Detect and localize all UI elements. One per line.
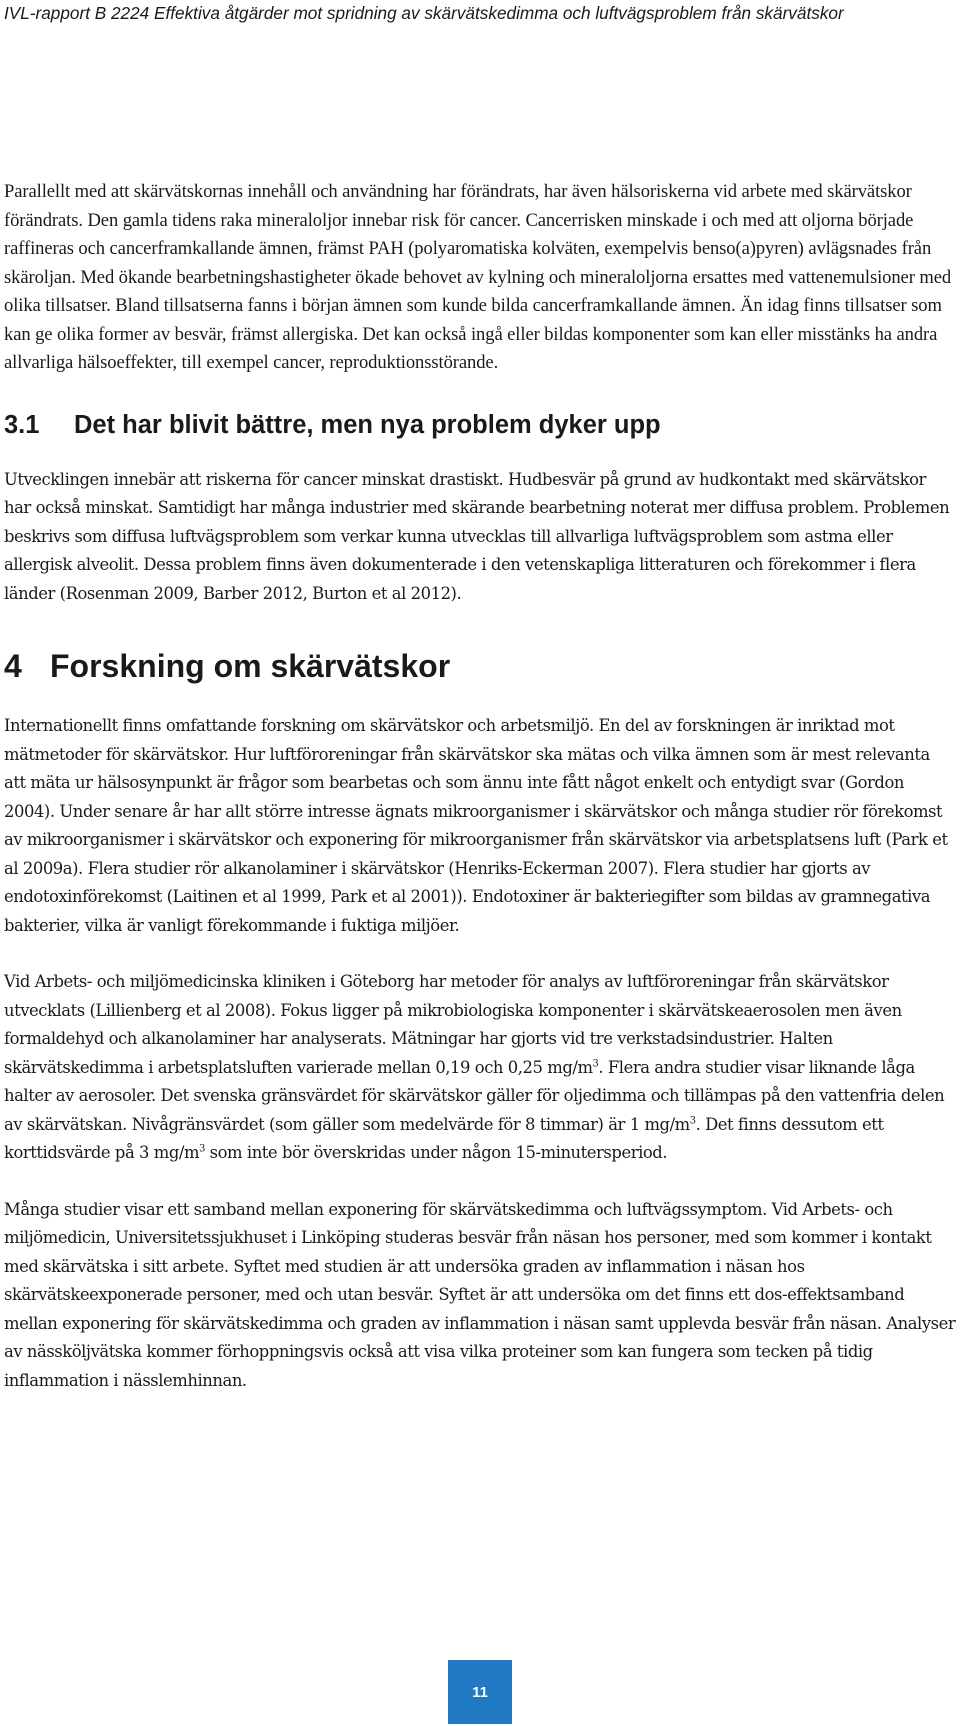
paragraph-2-part-b: . Flera andra studier visar liknande låga halter av aerosoler. Det svenska gränsvärdet för skärvätskor gäller för oljedimma och tillämpas på den vattenfria delen av skärvätskan. Nivågränsvärdet (som gäller som medelvärde för 8 timmar) är 1 mg/m (4, 1057, 945, 1134)
section-3-1-heading (4, 408, 956, 442)
paragraph-2-part-d: som inte bör överskridas under någon 15-minutersperiod. (204, 1143, 668, 1162)
superscript-cubic: 3 (689, 1115, 696, 1127)
section-4-heading (4, 646, 956, 686)
section-3-1-title: Det har blivit bättre, men nya problem dyker upp (74, 410, 661, 439)
document-body (4, 178, 956, 1395)
superscript-cubic: 3 (199, 1143, 205, 1155)
section-4-number: 4 (4, 648, 22, 684)
intro-paragraph: Parallellt med att skärvätskornas innehåll och användning har förändrats, har även hälsoriskerna vid arbete med skärvätskor förändrats. Den gamla tidens raka mineraloljor innebar risk för cancer. Cancerrisken minskade i och med att oljorna började raffineras och cancerframkallande ämnen, främst PAH (polyaromatiska kolväten, exempelvis benso(a)pyren) avlägsnades från skäroljan. Med ökande bearbetningshastigheter ökade behovet av kylning och mineraloljorna ersattes med vattenemulsioner med olika tillsatser. Bland tillsatserna fanns i början ämnen som kunde bilda cancerframkallande ämnen. Än idag finns tillsatser som kan ge olika former av besvär, främst allergiska. Det kan också ingå eller bildas komponenter som kan eller misstänks ha andra allvarliga hälsoeffekter, till exempel cancer, reproduktionsstörande. (4, 181, 952, 373)
running-header: IVL-rapport B 2224 Effektiva åtgärder mot spridning av skärvätskedimma och luftvägsproblem från skärvätskor (4, 3, 844, 23)
section-4-paragraph-1: Internationellt finns omfattande forskning om skärvätskor och arbetsmiljö. En del av forskningen är inriktad mot mätmetoder för skärvätskor. Hur luftföroreningar från skärvätskor ska mätas och vilka ämnen som är mest relevanta att mäta ur hälsosynpunkt är frågor som bearbetas och som ännu inte fått något enkelt och entydigt svar (Gordon 2004). Under senare år har allt större intresse ägnats mikroorganismer i skärvätskor och många studier rör förekomst av mikroorganismer i skärvätskor och exponering för mikroorganismer från skärvätskor via arbetsplatsens luft (Park et al 2009a). Flera studier rör alkanolaminer i skärvätskor (Henriks-Eckerman 2007). Flera studier har gjorts av endotoxinförekomst (Laitinen et al 1999, Park et al 2001)). Endotoxiner är bakteriegifter som bildas av gramnegativa bakterier, vilka är vanligt förekommande i fuktiga miljöer. (4, 716, 948, 935)
section-4-title: Forskning om skärvätskor (50, 648, 451, 684)
section-4-paragraph-3: Många studier visar ett samband mellan exponering för skärvätskedimma och luftvägssymptom. Vid Arbets- och miljömedicin, Universitetssjukhuset i Linköping studeras besvär från näsan hos personer, med som kommer i kontakt med skärvätska i sitt arbete. Syftet med studien är att undersöka graden av inflammation i näsan hos skärvätskeexponerade personer, med och utan besvär. Syftet är att undersöka om det finns ett dos-effektsamband mellan exponering för skärvätskedimma och graden av inflammation i näsan samt upplevda besvär från näsan. Analyser av nässköljvätska kommer förhoppningsvis också att visa vilka proteiner som kan fungera som tecken på tidig inflammation i nässlemhinnan. (4, 1199, 956, 1390)
section-3-1-paragraph: Utvecklingen innebär att riskerna för cancer minskat drastiskt. Hudbesvär på grund av hudkontakt med skärvätskor har också minskat. Samtidigt har många industrier med skärande bearbetning noterat mer diffusa problem. Problemen beskrivs som diffusa luftvägsproblem som verkar kunna utvecklas till allvarliga luftvägsproblem som astma eller allergisk alveolit. Dessa problem finns även dokumenterade i den vetenskapliga litteraturen och förekommer i flera länder (Rosenman 2009, Barber 2012, Burton et al 2012). (4, 469, 950, 603)
paragraph-2-part-a: Vid Arbets- och miljömedicinska kliniken i Göteborg har metoder för analys av luftföroreningar från skärvätskor utvecklats (Lillienberg et al 2008). Fokus ligger på mikrobiologiska komponenter i skärvätskeaerosolen men även formaldehyd och alkanolaminer har analyserats. Mätningar har gjorts vid tre verkstadsindustrier. Halten skärvätskedimma i arbetsplatsluften varierade mellan 0,19 och 0,25 mg/m (4, 972, 902, 1077)
superscript-cubic: 3 (592, 1058, 599, 1070)
section-3-1-number: 3.1 (4, 410, 40, 439)
section-4-paragraph-2 (4, 968, 956, 1168)
page-number-badge: 11 (448, 1660, 512, 1724)
paragraph-2-part-c: . Det finns dessutom ett korttidsvärde på 3 mg/m (4, 1114, 884, 1162)
